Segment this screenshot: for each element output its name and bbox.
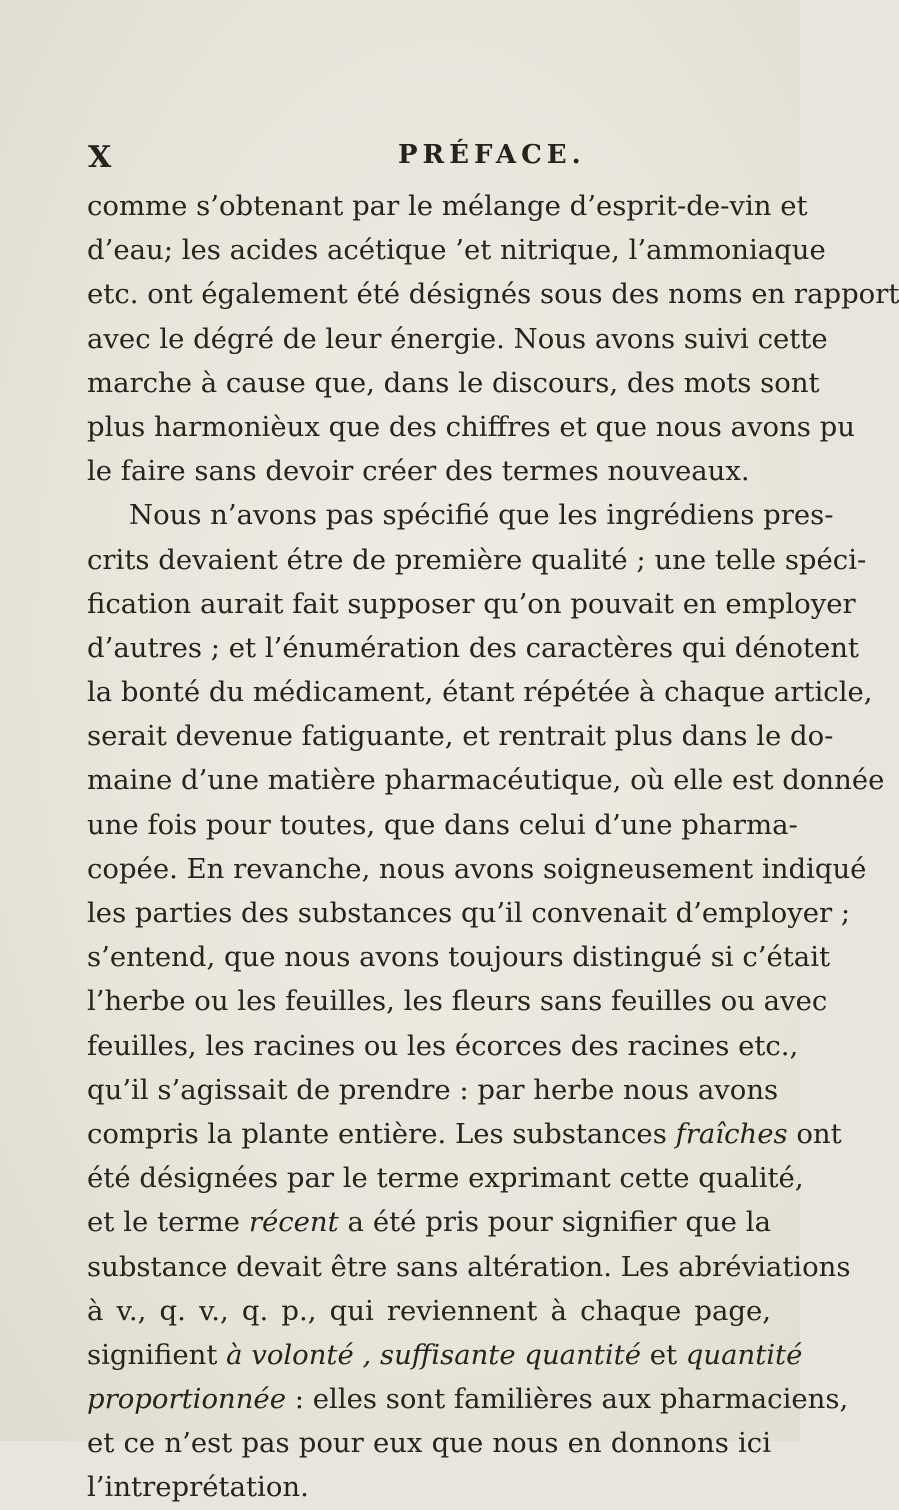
running-title: PRÉFACE.: [398, 140, 586, 170]
text-line: à v., q. v., q. p., qui reviennent à chaque page,: [87, 1294, 771, 1327]
text-line: les parties des substances qu’il convenait d’employer ;: [87, 897, 851, 929]
text-line: Nous n’avons pas spécifié que les ingrédiens pres-: [129, 499, 834, 532]
italic-run: fraîches: [675, 1117, 788, 1150]
text-run: et: [640, 1338, 686, 1371]
text-line: comme s’obtenant par le mélange d’esprit-de-vin et: [87, 190, 808, 222]
text-line: [87, 1333, 803, 1377]
text-line: une fois pour toutes, que dans celui d’une pharma-: [87, 808, 798, 841]
text-run: signifient: [87, 1338, 227, 1371]
text-line: crits devaient étre de première qualité ; une telle spéci-: [87, 543, 867, 576]
page-number: X: [88, 140, 113, 175]
text-run: compris la plante entière. Les substances: [87, 1117, 676, 1150]
text-line: plus harmonièux que des chiffres et que nous avons pu: [87, 410, 855, 443]
italic-run: récent: [248, 1206, 339, 1239]
text-line: [87, 1200, 771, 1244]
text-line: avec le dégré de leur énergie. Nous avons suivi cette: [87, 322, 828, 355]
text-line: d’eau; les acides acétique ’et nitrique, l’ammoniaque: [87, 234, 826, 267]
text-line: substance devait être sans altération. Les abréviations: [87, 1250, 851, 1283]
text-line: d’autres ; et l’énumération des caractères qui dénotent: [87, 631, 859, 664]
italic-run: proportionnée: [87, 1383, 286, 1416]
text-line: feuilles, les racines ou les écorces des racines etc.,: [87, 1029, 799, 1062]
text-run: : elles sont familières aux pharmaciens,: [286, 1383, 849, 1416]
text-run: et le terme: [87, 1206, 249, 1239]
text-line: fication aurait fait supposer qu’on pouvait en employer: [87, 587, 856, 620]
text-run: ont: [787, 1117, 842, 1150]
text-line: etc. ont également été désignés sous des noms en rapport: [87, 278, 899, 311]
body-text: [87, 184, 899, 1510]
text-line: l’intreprétation.: [87, 1471, 309, 1504]
text-line: s’entend, que nous avons toujours distingué si c’était: [87, 941, 831, 974]
text-run: a été pris pour signifier que la: [338, 1206, 771, 1239]
text-line: copée. En revanche, nous avons soigneusement indiqué: [87, 852, 867, 885]
text-line: été désignées par le terme exprimant cette qualité,: [87, 1162, 804, 1195]
text-line: et ce n’est pas pour eux que nous en donnons ici: [87, 1427, 771, 1460]
text-line: maine d’une matière pharmacéutique, où elle est donnée: [87, 764, 885, 797]
italic-run: quantité: [685, 1338, 803, 1371]
text-line: qu’il s’agissait de prendre : par herbe nous avons: [87, 1073, 779, 1106]
text-line: serait devenue fatiguante, et rentrait plus dans le do-: [87, 720, 834, 753]
italic-run: à volonté , suffisante quantité: [226, 1338, 641, 1371]
text-line: marche à cause que, dans le discours, des mots sont: [87, 366, 820, 399]
running-head: [0, 140, 800, 180]
text-line: le faire sans devoir créer des termes nouveaux.: [87, 455, 750, 488]
text-line: l’herbe ou les feuilles, les fleurs sans feuilles ou avec: [87, 985, 828, 1018]
text-line: la bonté du médicament, étant répétée à chaque article,: [87, 676, 873, 709]
text-line: [87, 1112, 842, 1156]
text-line: [87, 1377, 849, 1421]
